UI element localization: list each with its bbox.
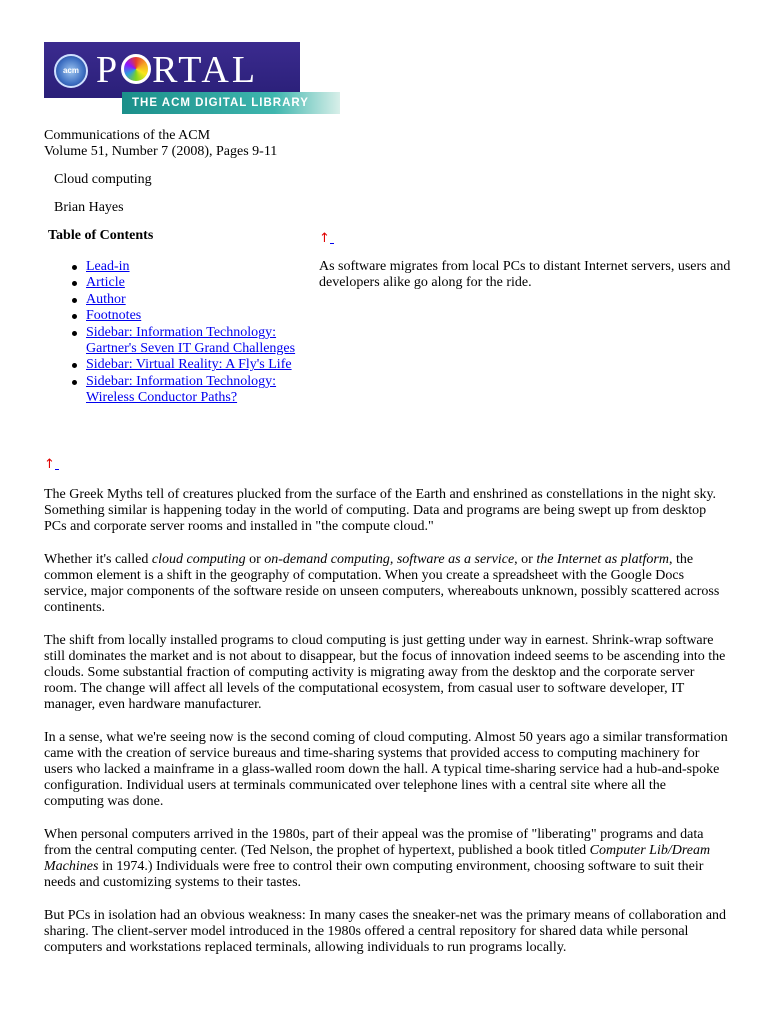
acm-seal-icon: acm: [54, 54, 88, 88]
toc-link-footnotes[interactable]: Footnotes: [86, 308, 142, 324]
toc-link-author[interactable]: Author: [86, 291, 126, 307]
body-paragraph: In a sense, what we're seeing now is the second coming of cloud computing. Almost 50 years ago a similar transformation came with the creation of service bureaus and time-sharing systems that provided access to computing machinery for users who lacked a mainframe in a glass-walled room down the hall. A typical time-sharing service had a hub-and-spoke configuration. Individual users at terminals communicated over telephone lines with a central site where all the computing was done.: [44, 730, 728, 809]
toc-link-article[interactable]: Article: [86, 275, 125, 291]
publication-info: [44, 128, 277, 160]
toc-item: [86, 292, 322, 308]
toc-link-sidebar-gartner[interactable]: Sidebar: Information Technology: Gartner's Seven IT Grand Challenges: [86, 324, 296, 357]
article-body: [44, 487, 728, 973]
toc-item: [86, 357, 322, 373]
portal-wordmark: P RTAL: [96, 49, 259, 91]
portal-o-icon: [121, 54, 151, 84]
body-paragraph: Whether it's called cloud computing or on-demand computing, software as a service, or the Internet as platform, the common element is a shift in the geography of computation. When you create a spreadsheet with the Google Docs service, major components of the software reside on unseen computers, whereabouts unknown, possibly scattered across continents.: [44, 552, 720, 615]
up-arrow-icon[interactable]: ↑: [319, 232, 334, 245]
acm-portal-logo[interactable]: [44, 42, 340, 114]
toc-heading: Table of Contents: [48, 228, 154, 243]
toc-link-sidebar-wireless[interactable]: Sidebar: Information Technology: Wireless Conductor Paths?: [86, 373, 277, 406]
logo-banner: [44, 42, 300, 98]
toc-item: [86, 308, 322, 324]
toc-item: [86, 259, 322, 275]
body-paragraph: When personal computers arrived in the 1980s, part of their appeal was the promise of "liberating" programs and data from the central computing center. (Ted Nelson, the prophet of hypertext, published a book titled Computer Lib/Dream Machines in 1974.) Individuals were free to control their own computing environment, choosing software to suit their needs and customizing systems to their tastes.: [44, 827, 711, 890]
toc-item: [86, 374, 322, 407]
toc-list: [86, 259, 322, 407]
up-arrow-icon[interactable]: ↑: [44, 458, 59, 471]
toc-link-sidebar-fly[interactable]: Sidebar: Virtual Reality: A Fly's Life: [86, 357, 292, 373]
body-paragraph: But PCs in isolation had an obvious weakness: In many cases the sneaker-net was the primary means of collaboration and sharing. The client-server model introduced in the 1980s offered a central repository for shared data while personal computers and workstations replaced terminals, allowing individuals to run programs locally.: [44, 908, 727, 955]
lead-in-text: As software migrates from local PCs to distant Internet servers, users and developers alike go along for the ride.: [319, 259, 731, 291]
toc-item: [86, 325, 322, 358]
logo-subtitle: THE ACM DIGITAL LIBRARY: [122, 92, 340, 114]
volume-line: Volume 51, Number 7 (2008), Pages 9-11: [44, 144, 278, 159]
toc-link-lead-in[interactable]: Lead-in: [86, 259, 130, 274]
body-paragraph: The shift from locally installed programs to cloud computing is just getting under way in earnest. Shrink-wrap software still dominates the market and is not about to disappear, but the focus of innovation indeed seems to be ascending into the clouds. Some substantial fraction of computing activity is migrating away from the desktop and the corporate server room. The change will affect all levels of the computational ecosystem, from casual user to software developer, IT manager, even hardware manufacturer.: [44, 633, 726, 712]
article-author: Brian Hayes: [54, 200, 124, 215]
article-title: Cloud computing: [54, 172, 152, 187]
body-paragraph: The Greek Myths tell of creatures plucked from the surface of the Earth and enshrined as constellations in the night sky. Something similar is happening today in the world of computing. Data and programs are being swept up from desktop PCs and corporate server rooms and installed in "the compute cloud.": [44, 487, 717, 534]
toc-item: [86, 275, 322, 291]
journal-name: Communications of the ACM: [44, 128, 211, 143]
